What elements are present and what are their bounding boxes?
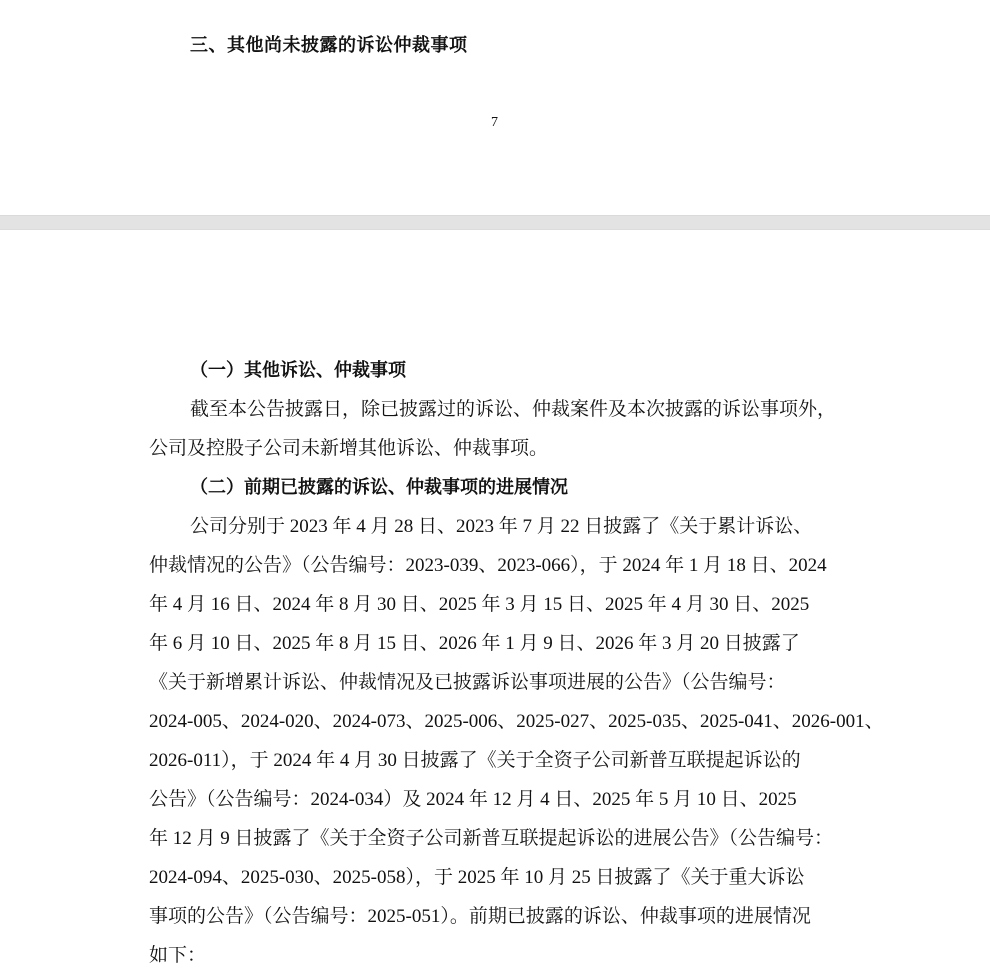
subsection-heading: （二）前期已披露的诉讼、仲裁事项的进展情况 [190,477,568,498]
paragraph-line: 公告》（公告编号：2024-034）及 2024 年 12 月 4 日、2025 年 5 月 10 日、2025 [149,789,797,810]
paragraph-line: 公司及控股子公司未新增其他诉讼、仲裁事项。 [149,438,549,459]
paragraph-line: 年 4 月 16 日、2024 年 8 月 30 日、2025 年 3 月 15 日、2025 年 4 月 30 日、2025 [149,594,810,615]
paragraph-line: 2026-011），于 2024 年 4 月 30 日披露了《关于全资子公司新普互联提起诉讼的 [149,750,801,771]
section-heading: 三、其他尚未披露的诉讼仲裁事项 [190,35,468,56]
subsection-other-litigation [149,351,884,975]
paragraph-line: 年 6 月 10 日、2025 年 8 月 15 日、2026 年 1 月 9 日、2026 年 3 月 20 日披露了 [149,633,800,654]
page-number: 7 [491,115,498,130]
paragraph-line: 公司分别于 2023 年 4 月 28 日、2023 年 7 月 22 日披露了《关于累计诉讼、 [190,516,813,537]
paragraph-line: 截至本公告披露日，除已披露过的诉讼、仲裁案件及本次披露的诉讼事项外， [190,399,837,420]
paragraph-line: 如下： [149,945,207,966]
paragraph-line: 年 12 月 9 日披露了《关于全资子公司新普互联提起诉讼的进展公告》（公告编号： [149,828,834,849]
paragraph-line: 《关于新增累计诉讼、仲裁情况及已披露诉讼事项进展的公告》（公告编号： [149,672,786,693]
document-page-bottom [0,230,990,964]
paragraph-line: 事项的公告》（公告编号：2025-051）。前期已披露的诉讼、仲裁事项的进展情况 [149,906,811,927]
page-separator [0,215,990,230]
paragraph-line: 仲裁情况的公告》（公告编号：2023-039、2023-066），于 2024 年 1 月 18 日、2024 [149,555,827,576]
subsection-heading: （一）其他诉讼、仲裁事项 [190,360,406,381]
paragraph-line: 2024-094、2025-030、2025-058），于 2025 年 10 月 25 日披露了《关于重大诉讼 [149,867,805,888]
paragraph-line: 2024-005、2024-020、2024-073、2025-006、2025-027、2025-035、2025-041、2026-001、 [149,711,884,732]
document-page-top [0,0,990,215]
